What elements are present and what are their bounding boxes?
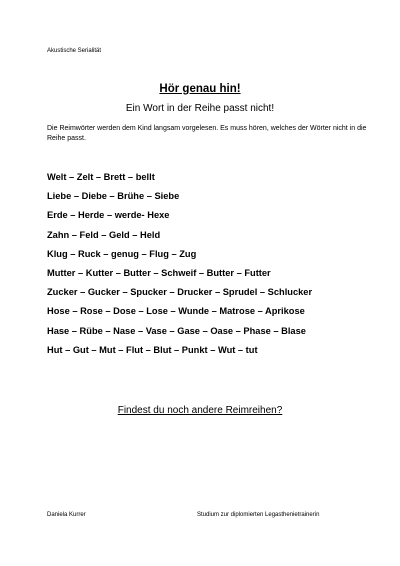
- header-note: Akustische Serialität: [47, 48, 102, 54]
- rhyme-row: Hase – Rübe – Nase – Vase – Gase – Oase – Phase – Blase: [47, 325, 306, 336]
- rhyme-row: Klug – Ruck – genug – Flug – Zug: [47, 248, 197, 259]
- rhyme-row: Hose – Rose – Dose – Lose – Wunde – Matrose – Aprikose: [47, 306, 305, 317]
- rhyme-row: Liebe – Diebe – Brühe – Siebe: [47, 191, 180, 202]
- rhyme-row: Zucker – Gucker – Spucker – Drucker – Sprudel – Schlucker: [47, 287, 313, 298]
- rhyme-row: Welt – Zelt – Brett – bellt: [47, 172, 155, 182]
- rhyme-row: Zahn – Feld – Geld – Held: [47, 229, 161, 240]
- rhyme-row: Mutter – Kutter – Butter – Schweif – Butter – Futter: [47, 267, 271, 278]
- rhyme-rows-list: [47, 168, 377, 360]
- rhyme-row: Erde – Herde – werde- Hexe: [47, 210, 170, 221]
- page-title: Hör genau hin!: [159, 83, 241, 95]
- rhyme-row: Hut – Gut – Mut – Flut – Blut – Punkt – Wut – tut: [47, 344, 258, 355]
- instructions-text: Die Reimwörter werden dem Kind langsam vorgelesen. Es muss hören, welches der Wörter nicht in die Reihe passt.: [47, 125, 367, 142]
- footer-author: Daniela Kurrer: [47, 512, 86, 518]
- closing-question: Findest du noch andere Reimreihen?: [117, 405, 283, 416]
- footer-course: Studium zur diplomierten Legasthenietrainerin: [197, 512, 320, 518]
- page-subtitle: Ein Wort in der Reihe passt nicht!: [125, 103, 275, 114]
